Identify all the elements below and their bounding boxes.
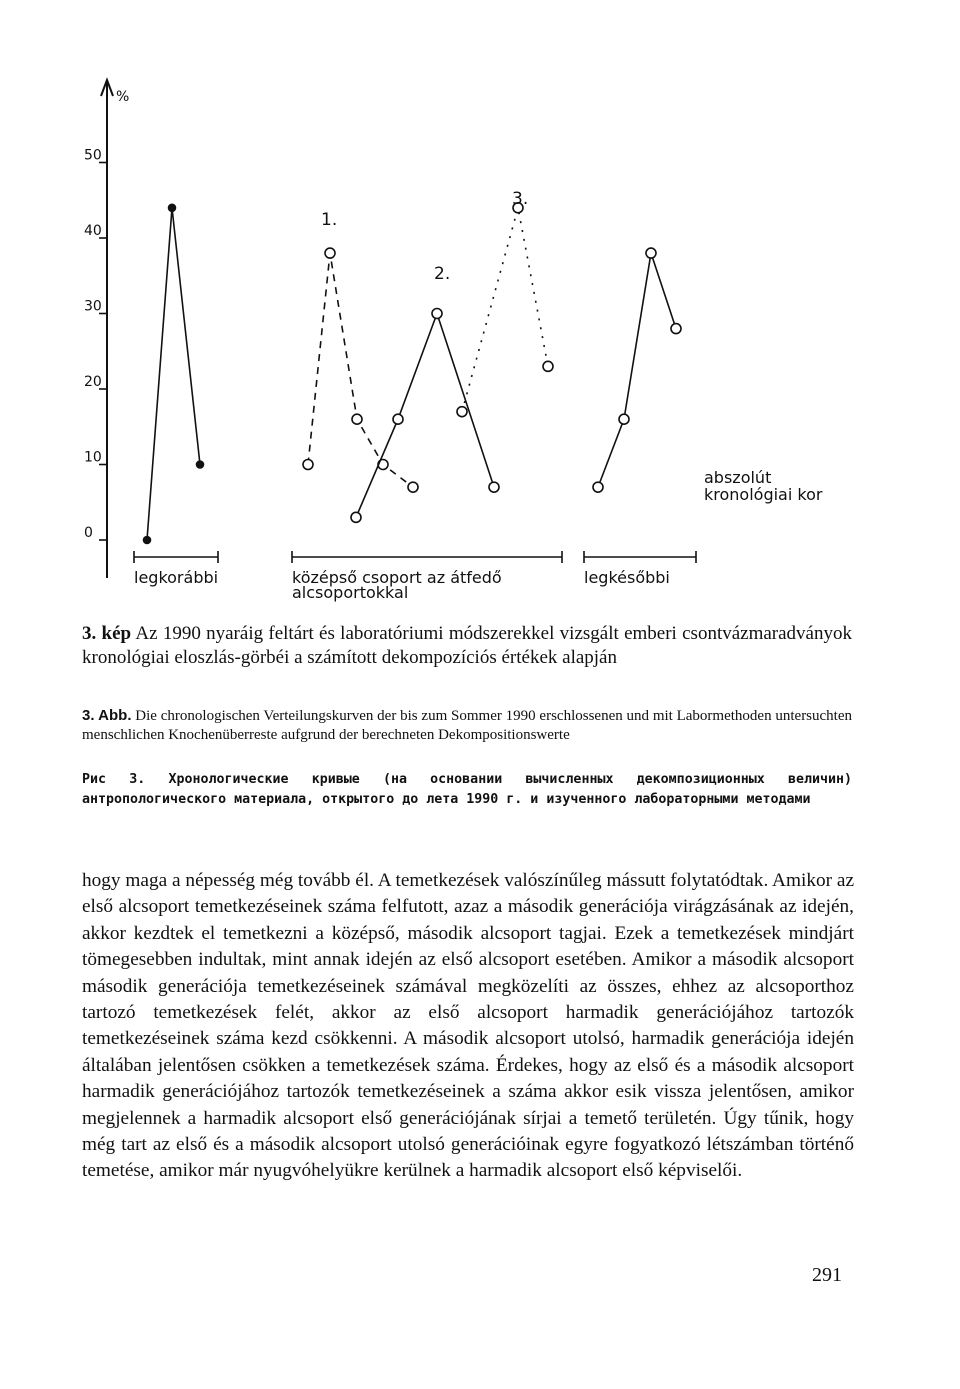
- y-tick-label: 10: [84, 449, 102, 466]
- body-paragraph: hogy maga a népesség még tovább él. A temetkezések valószínűleg mássutt folytatódtak. Amikor az első alcsoport temetkezéseinek száma felfutott, azaz a második generációja virágzásának az idején, akkor kezdtek el temetkezni a középső, második alcsoport tagjai. Ezek a temetkezések mindjárt tömegesebben indultak, mint annak idején az első alcsoport esetében. Amikor a második alcsoport második generációja temetkezéseinek számával megközelíti az összes, ehhez az alcsoporthoz tartozó temetkezések felét, akkor az első alcsoport harmadik generációjához tartozók temetkezéseinek száma kezd csökkenni. A második alcsoport utolsó, harmadik generációja idején általában jelentősen csökken a temetkezések száma. Érdekes, hogy az első és a második alcsoport harmadik generációjához tartozók temetkezéseinek a száma akkor esik vissza jelentősen, amikor megjelennek a harmadik alcsoport első generációjának sírjai a temető területén. Úgy tűnik, hogy még tart az első és a második alcsoport utolsó generációinak egyre fogyatkozó létszámban történő temetése, amikor már nyugvóhelyükre kerülnek a harmadik alcsoport első képviselői.: [82, 870, 854, 1182]
- y-tick-label: 0: [84, 525, 93, 541]
- bracket-latest: [584, 551, 696, 563]
- curve-label-1: 1.: [321, 210, 338, 230]
- y-tick-label: 50: [84, 147, 102, 164]
- series-line: [308, 253, 413, 487]
- series-line: [147, 208, 200, 540]
- curve-label-3: 3.: [512, 189, 529, 209]
- curve-label-2: 2.: [434, 264, 451, 284]
- series-1: [144, 204, 204, 543]
- caption-text-de: Die chronologischen Verteilungskurven der bis zum Sommer 1990 erschlossenen und mit Labormethoden untersuchten menschlichen Knochenüberreste aufgrund der berechneten Dekompositionswerte: [82, 708, 853, 743]
- y-axis-label: %: [116, 89, 130, 105]
- caption-label-de: 3. Abb.: [82, 707, 132, 724]
- y-tick-label: 30: [84, 298, 102, 315]
- group-label-latest: legkésőbbi: [584, 568, 670, 587]
- data-point: [671, 324, 681, 334]
- data-point: [325, 248, 335, 258]
- data-point: [408, 482, 418, 492]
- caption-text-hu: Az 1990 nyaráig feltárt és laboratóriumi módszerekkel vizsgált emberi csontvázmaradványok kronológiai eloszlás-görbéi a számított dekompozíciós értékek alapján: [82, 623, 852, 668]
- series-2: [303, 248, 418, 492]
- figure-caption-russian: [82, 770, 852, 810]
- data-point: [619, 414, 629, 424]
- chronology-chart: [0, 0, 960, 620]
- data-point: [144, 537, 151, 544]
- figure-caption-german: [82, 706, 852, 745]
- caption-text-ru: Хронологические кривые (на основании вычисленных декомпозиционных величин) антропологического материала, открытого до лета 1990 г. и изученного лабораторными методами: [82, 772, 852, 807]
- series-5: [593, 248, 681, 492]
- figure-caption-hungarian: [82, 622, 852, 670]
- data-point: [351, 512, 361, 522]
- caption-label-ru: Рис 3.: [82, 772, 146, 787]
- group-label-middle-2: alcsoportokkal: [292, 583, 409, 602]
- series-3: [351, 309, 499, 523]
- group-label-earliest: legkorábbi: [134, 568, 219, 587]
- bracket-middle: [292, 551, 562, 563]
- data-point: [646, 248, 656, 258]
- data-point: [352, 414, 362, 424]
- series-4: [457, 203, 553, 417]
- group-label-middle-1: középső csoport az átfedő: [292, 568, 502, 587]
- data-point: [197, 461, 204, 468]
- x-axis-label-line2: kronológiai kor: [704, 485, 823, 504]
- page-number: 291: [812, 1264, 842, 1286]
- data-point: [457, 407, 467, 417]
- data-point: [169, 204, 176, 211]
- y-tick-label: 20: [84, 374, 102, 390]
- y-tick-label: 40: [84, 223, 102, 239]
- data-point: [489, 482, 499, 492]
- series-line: [598, 253, 676, 487]
- series-line: [462, 208, 548, 412]
- data-point: [432, 309, 442, 319]
- x-axis-label-line1: abszolút: [704, 468, 772, 487]
- data-point: [593, 482, 603, 492]
- series-line: [356, 314, 494, 518]
- caption-label-hu: 3. kép: [82, 623, 132, 644]
- data-point: [543, 361, 553, 371]
- data-point: [393, 414, 403, 424]
- bracket-earliest: [134, 551, 218, 563]
- data-point: [303, 460, 313, 470]
